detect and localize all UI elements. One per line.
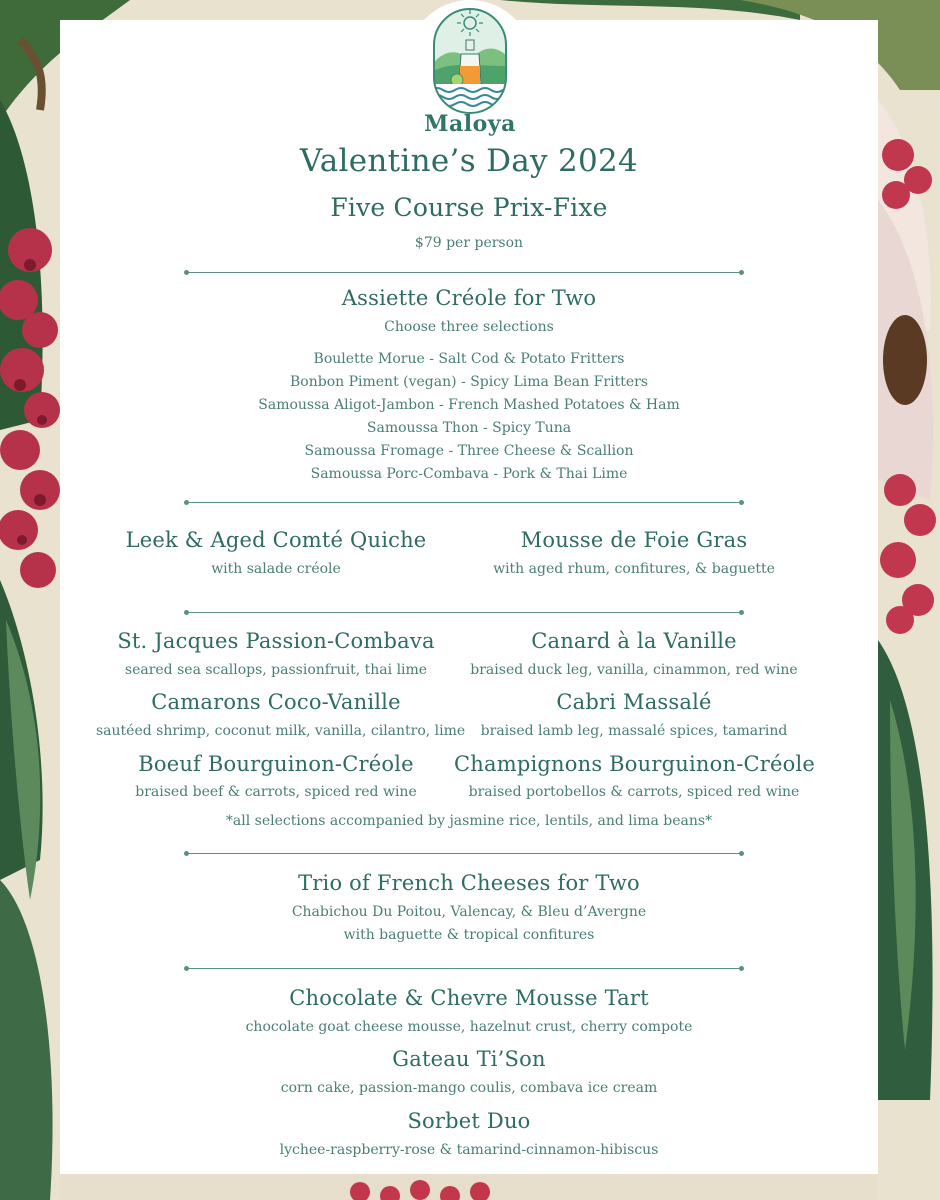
course3-item-name: Camarons Coco-Vanille — [151, 690, 401, 714]
course2-right-name: Mousse de Foie Gras — [520, 528, 748, 552]
course5-item-desc: corn cake, passion-mango coulis, combava ice cream — [280, 1080, 658, 1096]
course1-item: Samoussa Aligot-Jambon - French Mashed Potatoes & Ham — [258, 397, 680, 413]
course3-item-desc: braised lamb leg, massalé spices, tamarind — [480, 723, 788, 739]
course5-item-name: Chocolate & Chevre Mousse Tart — [289, 986, 649, 1010]
course3-item-desc: seared sea scallops, passionfruit, thai lime — [124, 662, 428, 678]
course3-note: *all selections accompanied by jasmine rice, lentils, and lima beans* — [225, 813, 713, 829]
course4-line2: with baguette & tropical confitures — [343, 927, 595, 943]
course3-item-desc: braised duck leg, vanilla, cinammon, red wine — [470, 662, 798, 678]
menu-subtitle: Five Course Prix-Fixe — [330, 193, 608, 222]
divider — [186, 968, 742, 969]
course3-item-desc: sautéed shrimp, coconut milk, vanilla, cilantro, lime — [96, 723, 466, 739]
course5-item-desc: lychee-raspberry-rose & tamarind-cinnamon-hibiscus — [279, 1142, 659, 1158]
course5-item-desc: chocolate goat cheese mousse, hazelnut crust, cherry compote — [245, 1019, 693, 1035]
maloya-logo-icon — [431, 6, 509, 116]
course1-note: Choose three selections — [384, 319, 554, 335]
menu-title: Valentine’s Day 2024 — [299, 143, 639, 179]
course3-item-name: Champignons Bourguinon-Créole — [454, 752, 816, 776]
course3-item-desc: braised portobellos & carrots, spiced red wine — [468, 784, 800, 800]
course1-item: Samoussa Thon - Spicy Tuna — [366, 420, 572, 436]
course1-item: Bonbon Piment (vegan) - Spicy Lima Bean Fritters — [290, 374, 648, 390]
price: $79 per person — [414, 235, 524, 251]
brand-name: Maloya — [424, 111, 516, 137]
course5-item-name: Gateau Ti’Son — [392, 1047, 546, 1071]
course1-item: Samoussa Porc-Combava - Pork & Thai Lime — [310, 466, 628, 482]
course4-line1: Chabichou Du Poitou, Valencay, & Bleu d’Avergne — [291, 904, 647, 920]
divider — [186, 502, 742, 503]
course3-item-name: Cabri Massalé — [556, 690, 712, 714]
course1-title: Assiette Créole for Two — [341, 286, 597, 310]
course1-item: Samoussa Fromage - Three Cheese & Scallion — [304, 443, 634, 459]
course3-item-desc: braised beef & carrots, spiced red wine — [135, 784, 417, 800]
divider — [186, 612, 742, 613]
course4-title: Trio of French Cheeses for Two — [298, 871, 640, 895]
course2-right-desc: with aged rhum, confitures, & baguette — [493, 561, 775, 577]
divider — [186, 272, 742, 273]
course3-item-name: St. Jacques Passion-Combava — [117, 629, 435, 653]
divider — [186, 853, 742, 854]
course3-item-name: Canard à la Vanille — [531, 629, 737, 653]
course2-left-name: Leek & Aged Comté Quiche — [125, 528, 427, 552]
course2-left-desc: with salade créole — [211, 561, 341, 577]
course3-item-name: Boeuf Bourguinon-Créole — [138, 752, 414, 776]
course1-item: Boulette Morue - Salt Cod & Potato Fritters — [313, 351, 625, 367]
course5-item-name: Sorbet Duo — [407, 1109, 531, 1133]
